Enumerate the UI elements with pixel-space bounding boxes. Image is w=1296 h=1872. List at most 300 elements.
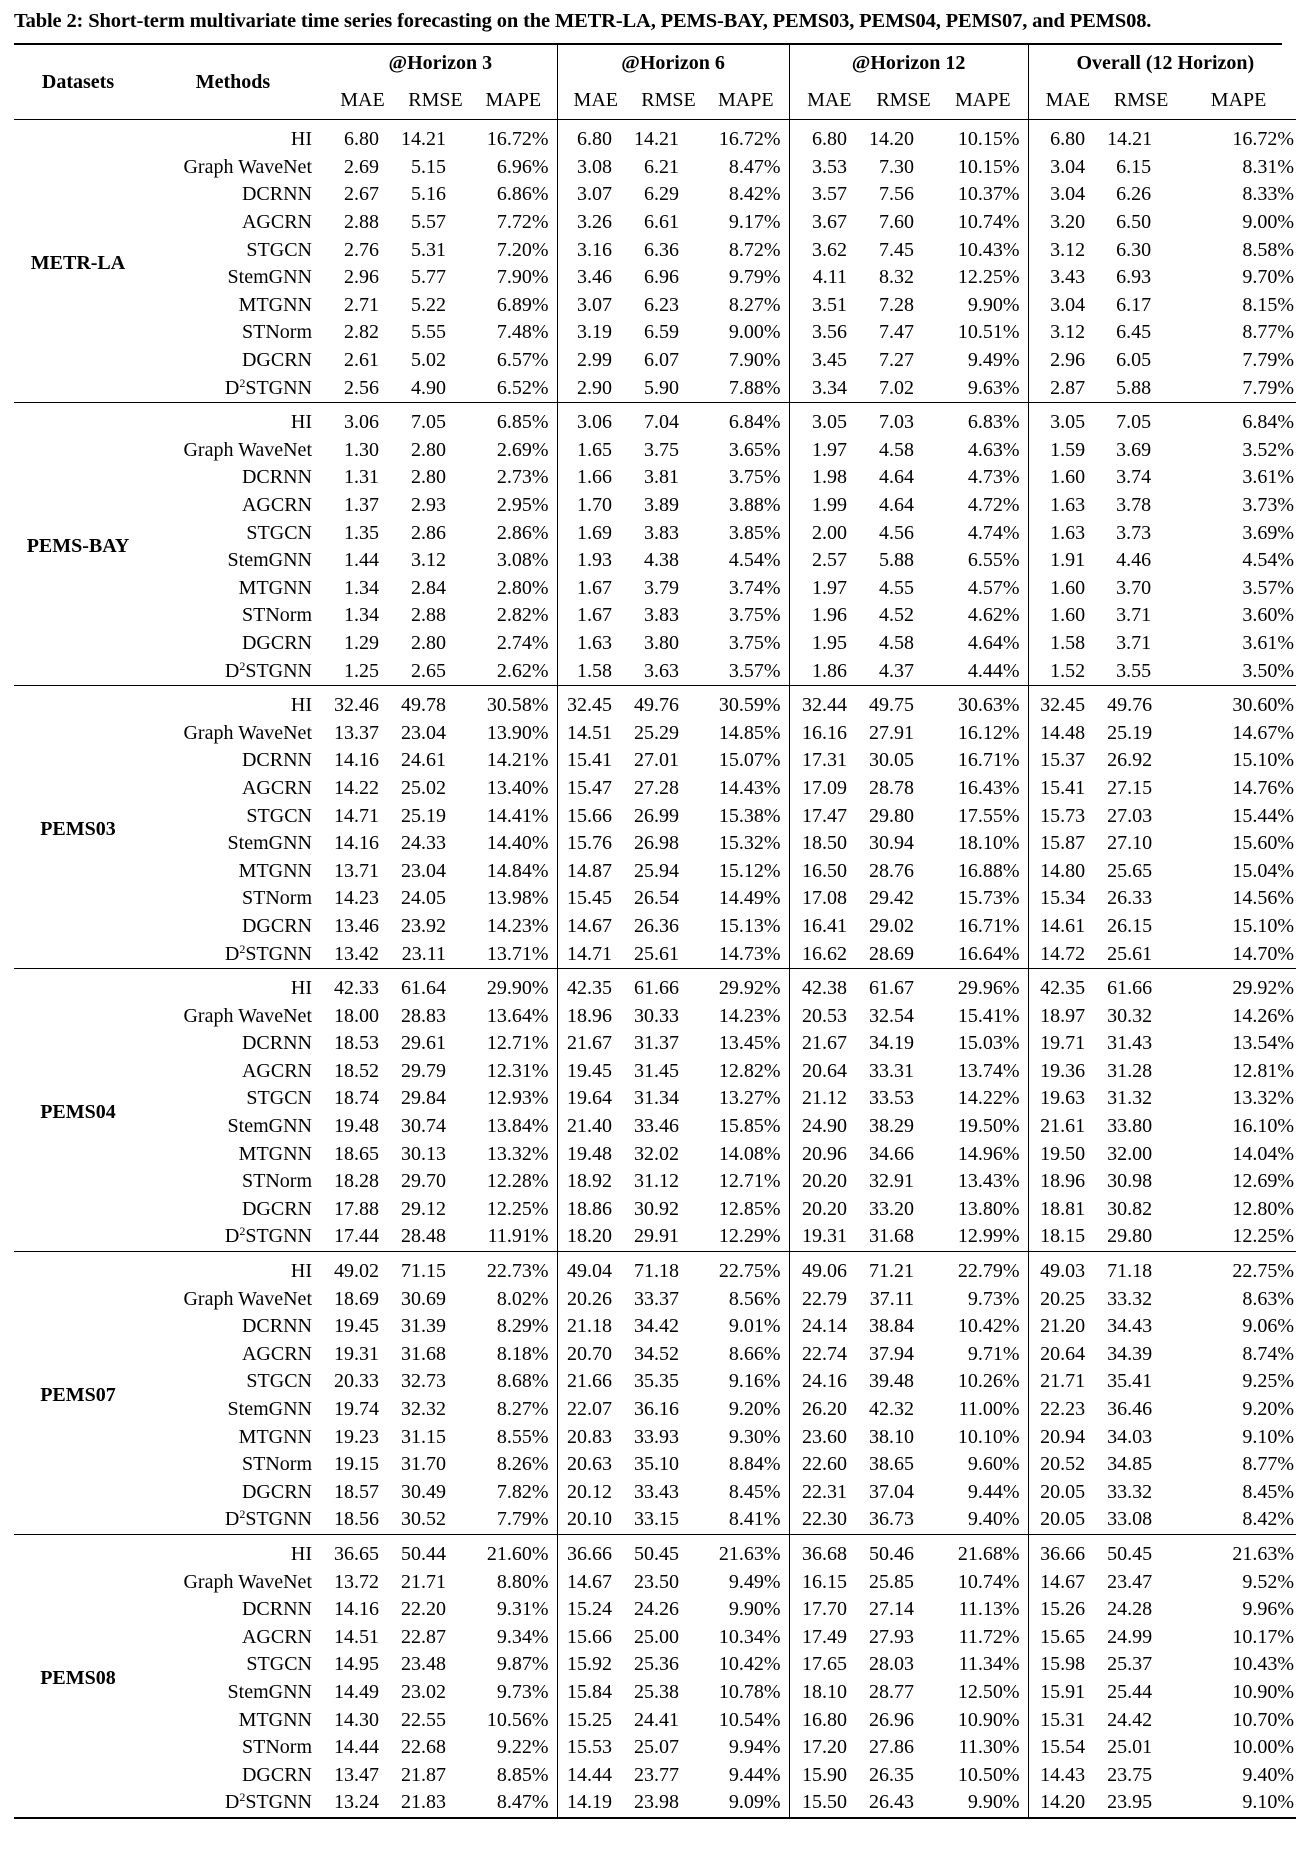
cell-mape: 3.73% [1242,494,1295,517]
table-row [14,1168,1296,1196]
cell-mae: 13.42 [334,942,379,965]
cell-mape: 14.04% [1232,1142,1295,1165]
cell-rmse: 7.30 [879,155,915,178]
cell-mape: 2.86% [470,519,557,547]
cell-rmse: 34.03 [1107,1425,1153,1448]
cell-mape: 3.57% [703,657,789,685]
metric-header-rmse: RMSE [1107,81,1175,120]
cell-mae: 16.62 [802,942,848,965]
cell-mae: 21.61 [1040,1115,1086,1138]
cell-mape: 9.10% [1242,1425,1295,1448]
cell-mae: 17.44 [334,1225,379,1248]
cell-rmse: 23.50 [634,1570,680,1593]
cell-mape: 6.84% [703,402,789,436]
cell-rmse: 71.21 [869,1260,915,1283]
cell-mape: 9.52% [1242,1570,1295,1593]
table-row [14,1679,1296,1707]
cell-mape: 8.02% [470,1285,557,1313]
cell-mae: 1.60 [1050,604,1086,627]
cell-mape: 21.68% [938,1534,1028,1568]
cell-rmse: 31.28 [1107,1059,1153,1082]
cell-mae: 1.98 [812,466,848,489]
cell-mape: 9.10% [1242,1791,1295,1814]
cell-rmse: 38.10 [869,1425,915,1448]
method-name: DCRNN [241,1598,312,1621]
metric-header-mae: MAE [324,81,401,120]
cell-mae: 20.83 [567,1425,613,1448]
cell-mape: 9.60% [938,1451,1028,1479]
cell-rmse: 4.55 [879,576,915,599]
cell-mae: 22.31 [802,1480,848,1503]
cell-rmse: 3.71 [1116,631,1152,654]
cell-mape: 2.80% [470,575,557,603]
cell-rmse: 2.84 [411,576,446,599]
cell-rmse: 5.88 [1116,376,1152,399]
cell-mape: 2.69% [470,437,557,465]
cell-rmse: 4.37 [879,659,915,682]
cell-mape: 2.82% [470,602,557,630]
cell-mape: 10.54% [703,1706,789,1734]
cell-rmse: 21.87 [401,1763,446,1786]
cell-rmse: 4.58 [879,438,915,461]
cell-mape: 10.43% [1232,1653,1295,1676]
cell-rmse: 25.00 [634,1625,680,1648]
cell-mape: 19.50% [938,1113,1028,1141]
dataset-name: PEMS07 [40,1384,116,1407]
cell-rmse: 25.65 [1107,859,1153,882]
cell-mape: 9.40% [938,1506,1028,1534]
cell-rmse: 6.45 [1116,321,1152,344]
cell-mae: 1.65 [577,438,613,461]
cell-rmse: 7.47 [879,321,915,344]
cell-mape: 2.74% [470,630,557,658]
method-name: Graph WaveNet [183,721,312,744]
cell-mae: 13.72 [334,1570,379,1593]
cell-mape: 8.27% [703,292,789,320]
cell-mape: 15.10% [1232,749,1295,772]
cell-mape: 10.42% [703,1651,789,1679]
cell-mae: 49.06 [802,1260,848,1283]
cell-mape: 3.61% [1242,466,1295,489]
cell-rmse: 23.02 [401,1680,446,1703]
cell-mae: 1.95 [812,631,848,654]
cell-rmse: 29.61 [401,1032,446,1055]
cell-rmse: 26.43 [869,1791,915,1814]
horizon-3-header: @Horizon 3 [324,45,557,81]
cell-mape: 21.63% [1232,1542,1295,1565]
cell-mae: 24.16 [802,1370,848,1393]
cell-mape: 3.69% [1242,521,1295,544]
cell-mae: 3.43 [1050,266,1086,289]
cell-mae: 14.71 [567,942,613,965]
cell-mae: 18.97 [1040,1004,1086,1027]
cell-mae: 3.45 [812,349,848,372]
cell-mae: 2.82 [344,321,379,344]
cell-mae: 13.46 [334,914,379,937]
method-name: HI [290,977,312,1000]
cell-mape: 3.75% [703,630,789,658]
cell-mae: 1.67 [577,604,613,627]
cell-mape: 9.22% [470,1734,557,1762]
cell-rmse: 27.28 [634,776,680,799]
cell-rmse: 30.94 [869,832,915,855]
cell-mae: 18.10 [802,1680,848,1703]
cell-mae: 18.86 [567,1197,613,1220]
cell-rmse: 34.43 [1107,1315,1153,1338]
cell-rmse: 50.45 [1107,1542,1153,1565]
cell-mape: 14.76% [1232,776,1295,799]
cell-mae: 32.45 [1040,694,1086,717]
cell-rmse: 33.32 [1107,1480,1153,1503]
cell-mape: 29.92% [1232,977,1295,1000]
cell-mape: 14.21% [470,747,557,775]
cell-rmse: 29.84 [401,1087,446,1110]
cell-mape: 16.71% [938,913,1028,941]
method-name: STNorm [242,1736,312,1759]
method-name: $D^2STGNN$ [224,1790,312,1814]
cell-mape: 6.96% [470,154,557,182]
cell-mae: 3.04 [1050,155,1086,178]
cell-mae: 1.34 [344,604,379,627]
table-row [14,236,1296,264]
method-name: Graph WaveNet [183,1287,312,1310]
cell-mae: 20.26 [567,1287,613,1310]
cell-mae: 21.40 [567,1115,613,1138]
method-name: AGCRN [241,211,312,234]
cell-mape: 4.62% [938,602,1028,630]
cell-rmse: 3.79 [644,576,680,599]
cell-mape: 13.27% [703,1085,789,1113]
method-name: HI [290,694,312,717]
metric-header-mape: MAPE [1175,81,1296,120]
cell-mae: 20.20 [802,1197,848,1220]
cell-rmse: 49.76 [1107,694,1153,717]
cell-rmse: 29.91 [634,1225,680,1248]
cell-mae: 14.43 [1040,1763,1086,1786]
cell-rmse: 3.55 [1116,659,1152,682]
cell-mape: 9.73% [938,1285,1028,1313]
cell-mape: 13.84% [470,1113,557,1141]
cell-rmse: 37.11 [869,1287,915,1310]
metric-header-mae: MAE [557,81,634,120]
table-row [14,857,1296,885]
cell-mae: 3.05 [812,411,848,434]
cell-mape: 7.79% [470,1506,557,1534]
cell-mape: 4.63% [938,437,1028,465]
cell-mape: 13.40% [470,775,557,803]
method-name: StemGNN [227,266,312,289]
cell-mape: 7.90% [470,264,557,292]
cell-mape: 15.07% [703,747,789,775]
cell-mae: 14.22 [334,776,379,799]
cell-mape: 12.80% [1232,1197,1295,1220]
cell-rmse: 36.73 [869,1508,915,1531]
cell-rmse: 39.48 [869,1370,915,1393]
cell-rmse: 25.19 [401,804,446,827]
dataset-block [14,402,1296,685]
cell-mae: 32.46 [334,694,379,717]
table-row [14,1140,1296,1168]
cell-rmse: 6.15 [1116,155,1152,178]
cell-rmse: 4.38 [644,549,680,572]
table-row [14,1196,1296,1224]
cell-rmse: 30.49 [401,1480,446,1503]
method-name: StemGNN [227,1680,312,1703]
cell-mape: 10.90% [1232,1680,1295,1703]
table-row [14,374,1296,402]
cell-mae: 36.66 [567,1542,613,1565]
cell-mae: 2.67 [344,183,379,206]
cell-mae: 19.36 [1040,1059,1086,1082]
method-name: MTGNN [238,293,312,316]
cell-mae: 15.53 [567,1736,613,1759]
cell-rmse: 35.10 [634,1453,680,1476]
table-row [14,913,1296,941]
method-name: HI [290,128,312,151]
cell-rmse: 25.44 [1107,1680,1153,1703]
cell-mape: 9.16% [703,1368,789,1396]
method-name: STGCN [246,238,312,261]
metric-header-rmse: RMSE [401,81,470,120]
table-row [14,1423,1296,1451]
table-row [14,181,1296,209]
cell-mae: 14.72 [1040,942,1086,965]
cell-rmse: 26.99 [634,804,680,827]
cell-mae: 3.04 [1050,293,1086,316]
cell-rmse: 33.32 [1107,1287,1153,1310]
cell-rmse: 29.80 [1107,1225,1153,1248]
cell-mae: 16.41 [802,914,848,937]
table-row [14,264,1296,292]
cell-mae: 1.66 [577,466,613,489]
cell-mape: 12.93% [470,1085,557,1113]
cell-rmse: 38.84 [869,1315,915,1338]
cell-mape: 12.28% [470,1168,557,1196]
dataset-block [14,120,1296,403]
cell-rmse: 5.16 [411,183,446,206]
cell-mae: 17.08 [802,887,848,910]
cell-rmse: 31.34 [634,1087,680,1110]
cell-mae: 3.57 [812,183,848,206]
cell-mae: 1.60 [1050,466,1086,489]
cell-rmse: 27.91 [869,721,915,744]
cell-mae: 20.70 [567,1342,613,1365]
cell-mape: 15.03% [938,1030,1028,1058]
method-name: STGCN [246,1653,312,1676]
cell-mape: 30.60% [1232,694,1295,717]
cell-mape: 14.40% [470,830,557,858]
cell-mape: 9.96% [1242,1598,1295,1621]
cell-rmse: 22.87 [401,1625,446,1648]
cell-mae: 15.76 [567,832,613,855]
cell-rmse: 33.46 [634,1115,680,1138]
cell-rmse: 32.00 [1107,1142,1153,1165]
cell-mae: 14.48 [1040,721,1086,744]
cell-mae: 1.31 [344,466,379,489]
cell-mape: 15.44% [1232,804,1295,827]
table-row [14,1761,1296,1789]
cell-mae: 21.66 [567,1370,613,1393]
cell-rmse: 7.60 [879,211,915,234]
cell-rmse: 3.71 [1116,604,1152,627]
cell-mae: 18.69 [334,1287,379,1310]
cell-mae: 15.90 [802,1763,848,1786]
cell-rmse: 34.19 [869,1032,915,1055]
method-name: DCRNN [241,466,312,489]
cell-mape: 16.72% [703,120,789,154]
cell-mape: 12.25% [470,1196,557,1224]
cell-mape: 9.20% [1242,1398,1295,1421]
cell-mae: 14.80 [1040,859,1086,882]
cell-mae: 15.26 [1040,1598,1086,1621]
cell-rmse: 7.03 [879,411,915,434]
cell-mape: 15.41% [938,1002,1028,1030]
cell-mape: 14.67% [1232,721,1295,744]
cell-mae: 1.30 [344,438,379,461]
cell-mape: 15.10% [1232,914,1295,937]
cell-rmse: 2.65 [411,659,446,682]
cell-mape: 15.85% [703,1113,789,1141]
cell-mape: 12.81% [1232,1059,1295,1082]
cell-mape: 16.71% [938,747,1028,775]
cell-mape: 10.15% [938,154,1028,182]
table-row [14,1251,1296,1285]
cell-mape: 9.87% [470,1651,557,1679]
table-row [14,464,1296,492]
cell-mape: 9.01% [703,1313,789,1341]
cell-rmse: 7.02 [879,376,915,399]
cell-mae: 32.45 [567,694,613,717]
cell-mape: 6.83% [938,402,1028,436]
cell-rmse: 6.93 [1116,266,1152,289]
cell-mae: 21.12 [802,1087,848,1110]
cell-mape: 14.26% [1232,1004,1295,1027]
cell-mae: 1.58 [577,659,613,682]
cell-rmse: 23.04 [401,859,446,882]
cell-mape: 8.84% [703,1451,789,1479]
cell-mae: 18.81 [1040,1197,1086,1220]
table-row [14,630,1296,658]
cell-mae: 18.15 [1040,1225,1086,1248]
method-name: MTGNN [238,859,312,882]
cell-mae: 14.19 [567,1791,613,1814]
cell-rmse: 28.78 [869,776,915,799]
cell-mape: 10.78% [703,1679,789,1707]
cell-mae: 19.50 [1040,1142,1086,1165]
cell-mae: 18.74 [334,1087,379,1110]
table-row [14,1451,1296,1479]
cell-rmse: 61.64 [401,977,446,1000]
cell-rmse: 31.37 [634,1032,680,1055]
cell-rmse: 33.93 [634,1425,680,1448]
cell-rmse: 27.86 [869,1736,915,1759]
cell-mae: 18.53 [334,1032,379,1055]
table-row [14,402,1296,436]
cell-rmse: 49.75 [869,694,915,717]
table-row [14,519,1296,547]
dataset-name: METR-LA [30,252,126,275]
methods-header: Methods [142,45,324,120]
cell-mape: 8.31% [1242,155,1295,178]
cell-rmse: 37.94 [869,1342,915,1365]
cell-mape: 12.50% [938,1679,1028,1707]
cell-rmse: 27.15 [1107,776,1153,799]
cell-mape: 9.20% [703,1396,789,1424]
table-row [14,1789,1296,1818]
table-row [14,347,1296,375]
cell-mape: 9.90% [938,1789,1028,1818]
cell-rmse: 3.80 [644,631,680,654]
cell-rmse: 5.88 [879,549,915,572]
cell-mape: 7.48% [470,319,557,347]
cell-rmse: 31.15 [401,1425,446,1448]
cell-rmse: 4.52 [879,604,915,627]
cell-rmse: 26.15 [1107,914,1153,937]
cell-mape: 4.44% [938,657,1028,685]
cell-mae: 3.08 [577,155,613,178]
cell-rmse: 34.42 [634,1315,680,1338]
cell-mae: 17.20 [802,1736,848,1759]
cell-rmse: 24.26 [634,1598,680,1621]
cell-mae: 22.30 [802,1508,848,1531]
cell-mae: 1.93 [577,549,613,572]
cell-mae: 15.98 [1040,1653,1086,1676]
cell-mae: 6.80 [344,128,379,151]
cell-mae: 19.48 [567,1142,613,1165]
cell-mape: 4.54% [1242,549,1295,572]
cell-rmse: 31.70 [401,1453,446,1476]
cell-rmse: 30.52 [401,1508,446,1531]
cell-mae: 20.96 [802,1142,848,1165]
cell-rmse: 33.20 [869,1197,915,1220]
cell-rmse: 5.22 [411,293,446,316]
cell-rmse: 6.21 [644,155,680,178]
cell-mape: 13.32% [470,1140,557,1168]
cell-rmse: 29.42 [869,887,915,910]
cell-mape: 21.63% [703,1534,789,1568]
cell-mape: 8.26% [470,1451,557,1479]
cell-mape: 13.80% [938,1196,1028,1224]
cell-mape: 10.26% [938,1368,1028,1396]
cell-rmse: 4.90 [411,376,446,399]
cell-mae: 18.28 [334,1170,379,1193]
cell-mae: 36.65 [334,1542,379,1565]
table-row [14,885,1296,913]
method-name: AGCRN [241,776,312,799]
cell-mape: 3.57% [1242,576,1295,599]
cell-rmse: 29.79 [401,1059,446,1082]
cell-rmse: 3.73 [1116,521,1152,544]
method-name: DGCRN [241,349,312,372]
cell-rmse: 4.64 [879,466,915,489]
cell-mape: 8.33% [1242,183,1295,206]
cell-mape: 10.74% [938,1568,1028,1596]
cell-mae: 18.56 [334,1508,379,1531]
cell-mae: 14.44 [567,1763,613,1786]
cell-rmse: 25.02 [401,776,446,799]
cell-mae: 3.04 [1050,183,1086,206]
cell-mape: 7.88% [703,374,789,402]
cell-rmse: 2.80 [411,631,446,654]
cell-rmse: 32.73 [401,1370,446,1393]
cell-mape: 7.90% [703,347,789,375]
cell-mae: 2.57 [812,549,848,572]
cell-mae: 21.67 [567,1032,613,1055]
cell-rmse: 25.61 [634,942,680,965]
cell-rmse: 33.43 [634,1480,680,1503]
cell-mae: 3.53 [812,155,848,178]
cell-rmse: 23.75 [1107,1763,1153,1786]
